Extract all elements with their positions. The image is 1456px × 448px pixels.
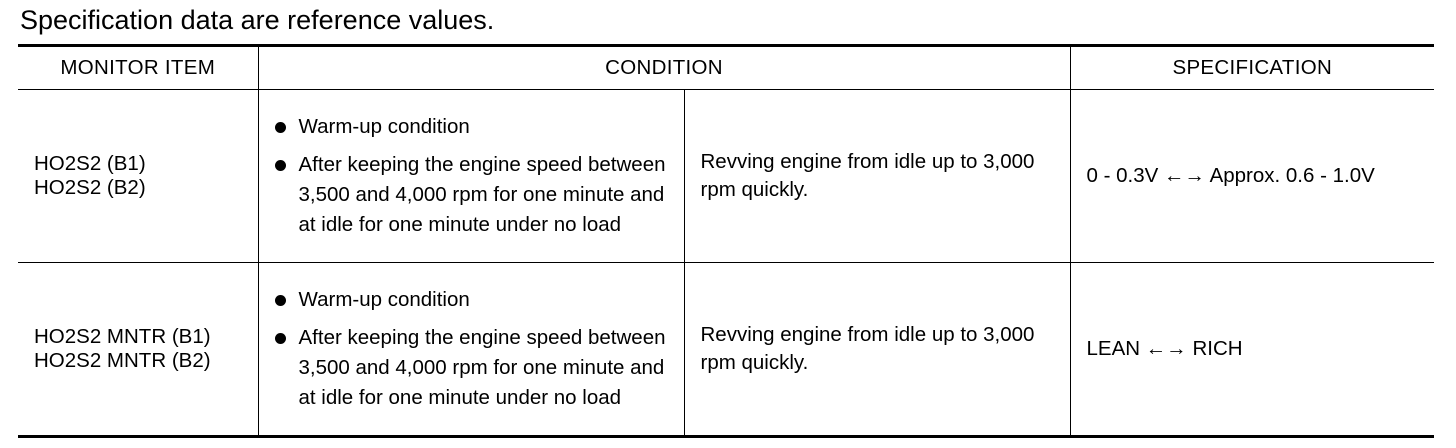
- bullet-icon: [275, 160, 286, 171]
- specification-table: [18, 44, 1434, 438]
- bullet-icon: [275, 122, 286, 133]
- condition-bullet-item: [273, 285, 676, 315]
- condition-bullet-item: [273, 112, 676, 142]
- monitor-item-cell: [18, 90, 258, 263]
- table-row: [18, 90, 1434, 263]
- monitor-item-label: HO2S2 MNTR (B1): [34, 325, 211, 348]
- action-text: Revving engine from idle up to 3,000 rpm quickly.: [700, 323, 1035, 374]
- action-cell: [684, 90, 1070, 263]
- bullet-icon: [275, 295, 286, 306]
- condition-bullet-item: [273, 150, 676, 240]
- header-specification: SPECIFICATION: [1070, 46, 1434, 90]
- header-condition: CONDITION: [258, 46, 1070, 90]
- condition-bullet-item: [273, 323, 676, 413]
- bullet-icon: [275, 333, 286, 344]
- condition-text: After keeping the engine speed between 3,500 and 4,000 rpm for one minute and at idle for one minute under no load: [298, 326, 666, 409]
- condition-text: After keeping the engine speed between 3,500 and 4,000 rpm for one minute and at idle for one minute under no load: [298, 153, 666, 236]
- action-cell: [684, 263, 1070, 437]
- monitor-item-label: HO2S2 (B2): [34, 176, 146, 199]
- condition-cell: [258, 263, 684, 437]
- action-text: Revving engine from idle up to 3,000 rpm quickly.: [700, 150, 1035, 201]
- specification-cell: [1070, 263, 1434, 437]
- monitor-item-cell: [18, 263, 258, 437]
- condition-text: Warm-up condition: [298, 288, 470, 311]
- intro-text: Specification data are reference values.: [20, 5, 495, 35]
- monitor-item-label: HO2S2 MNTR (B2): [34, 349, 211, 372]
- header-row: [18, 46, 1434, 90]
- specification-value: LEAN ←→ RICH: [1086, 337, 1243, 360]
- header-monitor-item: MONITOR ITEM: [18, 46, 258, 90]
- condition-cell: [258, 90, 684, 263]
- specification-cell: [1070, 90, 1434, 263]
- specification-value: 0 - 0.3V ←→ Approx. 0.6 - 1.0V: [1086, 164, 1375, 187]
- monitor-item-label: HO2S2 (B1): [34, 152, 146, 175]
- table-row: [18, 263, 1434, 437]
- condition-text: Warm-up condition: [298, 115, 470, 138]
